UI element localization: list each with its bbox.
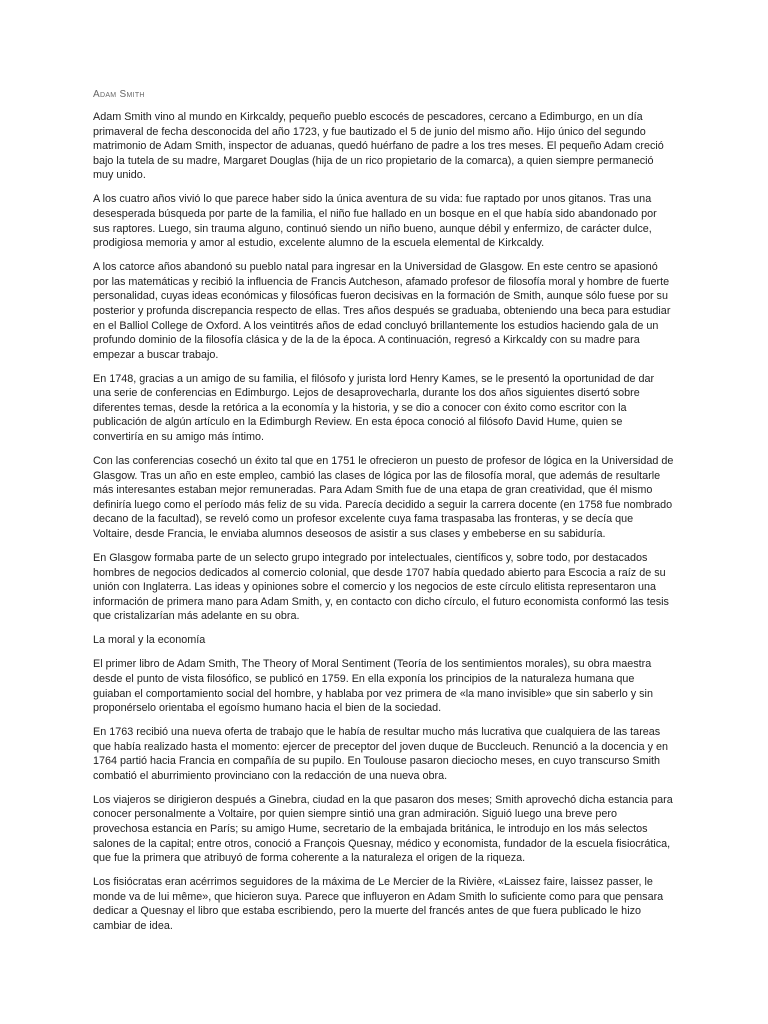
paragraph: En 1748, gracias a un amigo de su familia, el filósofo y jurista lord Henry Kames, se le presentó la oportunidad de dar una serie de conferencias en Edimburgo. Lejos de desaprovecharla, durante los dos años siguientes disertó sobre diferentes temas, desde la retórica a la economía y la historia, y se dio a conocer con éxito como escritor con la publicación de algún artículo en la Edimburgh Review. En esta época conoció al filósofo David Hume, quien se convertiría en su amigo más íntimo. xyxy=(93,372,655,444)
paragraph: Los fisiócratas eran acérrimos seguidores de la máxima de Le Mercier de la Rivière, «Laissez faire, laissez passer, le monde va de lui même», que hicieron suya. Parece que influyeron en Adam Smith lo suficiente como para que pensara dedicar a Quesnay el libro que estaba escribiendo, pero la muerte del francés antes de que fuera publicado le hizo cambiar de idea. xyxy=(93,876,664,932)
paragraph: El primer libro de Adam Smith, The Theory of Moral Sentiment (Teoría de los sentimientos morales), su obra maestra desde el punto de vista filosófico, se publicó en 1759. En ella exponía los principios de la naturaleza humana que guiaban el comportamiento social del hombre, y hablaba por vez primera de «la mano invisible» que sin saberlo y sin proponérselo orientaba el egoísmo humano hacia el bien de la sociedad. xyxy=(93,658,653,715)
paragraph: A los cuatro años vivió lo que parece haber sido la única aventura de su vida: fue raptado por unos gitanos. Tras una desesperada búsqueda por parte de la familia, el niño fue hallado en un bosque en el que había sido abandonado por sus raptores. Luego, sin trauma alguno, continuó siendo un niño bueno, aunque débil y enfermizo, de carácter dulce, prodigiosa memoria y amor al estudio, excelente alumno de la escuela elemental de Kirkcaldy. xyxy=(93,193,657,250)
paragraph: Adam Smith vino al mundo en Kirkcaldy, pequeño pueblo escocés de pescadores, cercano a Edimburgo, en un día primaveral de fecha desconocida del año 1723, y fue bautizado el 5 de junio del mismo año. Hijo único del segundo matrimonio de Adam Smith, inspector de aduanas, quedó huérfano de padre a los tres meses. El pequeño Adam creció bajo la tutela de su madre, Margaret Douglas (hija de un rico propietario de la comarca), a quien siempre permaneció muy unido. xyxy=(93,111,664,182)
paragraph: Con las conferencias cosechó un éxito tal que en 1751 le ofrecieron un puesto de profesor de lógica en la Universidad de Glasgow. Tras un año en este empleo, cambió las clases de lógica por las de filosofía moral, que además de resultarle más interesantes estaban mejor remuneradas. Para Adam Smith fue de una etapa de gran creatividad, que él mismo definiría luego como el período más feliz de su vida. Parecía decidido a seguir la carrera docente (en 1758 fue nombrado decano de la facultad), se reveló como un profesor excelente cuya fama traspasaba las fronteras, y se decía que Voltaire, desde Francia, le enviaba alumnos deseosos de asistir a sus clases y embeberse en su sabiduría. xyxy=(93,455,674,540)
paragraph: A los catorce años abandonó su pueblo natal para ingresar en la Universidad de Glasgow. En este centro se apasionó por las matemáticas y recibió la influencia de Francis Autcheson, afamado profesor de filosofía moral y hombre de fuerte personalidad, cuyas ideas económicas y filosóficas fueron decisivas en la formación de Smith, aunque sólo fuese por su posterior y profunda discrepancia respecto de ellas. Tres años después se graduaba, obteniendo una beca para estudiar en el Balliol College de Oxford. A los veintitrés años de edad concluyó brillantemente los estudios haciendo gala de un profundo dominio de la filosofía clásica y de la de la época. A continuación, regresó a Kirkcaldy con su madre para empezar a buscar trabajo. xyxy=(93,261,671,361)
section-heading: La moral y la economía xyxy=(93,634,206,647)
paragraph: En Glasgow formaba parte de un selecto grupo integrado por intelectuales, científicos y, sobre todo, por destacados hombres de negocios dedicados al comercio colonial, que desde 1707 había quedado abierto para Escocia a raíz de su unión con Inglaterra. Las ideas y opiniones sobre el comercio y los negocios de este círculo elitista representaron una información de primera mano para Adam Smith, y, en contacto con dicho círculo, el futuro economista conformó las tesis que cristalizarían más adelante en su obra. xyxy=(93,551,669,623)
paragraph: En 1763 recibió una nueva oferta de trabajo que le había de resultar mucho más lucrativa que cualquiera de las tareas que había realizado hasta el momento: ejercer de preceptor del joven duque de Buccleuch. Renunció a la docencia y en 1764 partió hacia Francia en compañía de su pupilo. En Toulouse pasaron dieciocho meses, en cuyo transcurso Smith combatió el aburrimiento provinciano con la redacción de una nueva obra. xyxy=(93,726,669,782)
document-body xyxy=(93,88,675,943)
paragraph: Los viajeros se dirigieron después a Ginebra, ciudad en la que pasaron dos meses; Smith aprovechó dicha estancia para conocer personalmente a Voltaire, por quien siempre sintió una gran admiración. Siguió luego una breve pero provechosa estancia en París; su amigo Hume, secretario de la embajada británica, le introdujo en los más selectos salones de la capital; entre otros, conoció a François Quesnay, médico y economista, fundador de la escuela fisiocrática, que fue la primera que atribuyó de forma coherente a la naturaleza el origen de la riqueza. xyxy=(93,793,673,865)
document-title: Adam Smith xyxy=(93,89,145,100)
